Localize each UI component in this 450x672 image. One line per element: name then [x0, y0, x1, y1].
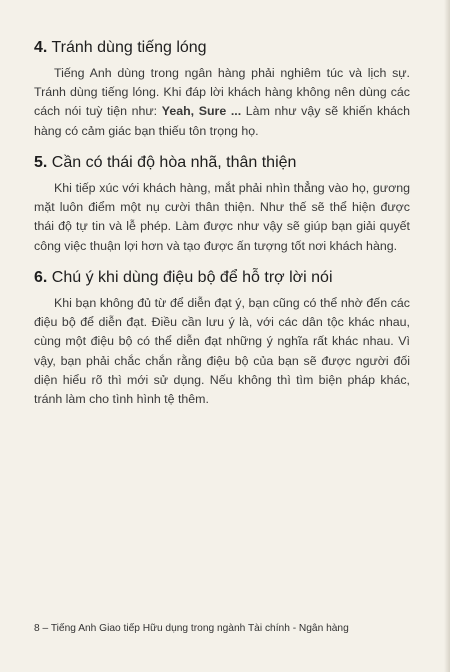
- page-footer: [34, 623, 414, 634]
- section-number: 6.: [34, 269, 48, 286]
- section-number: 5.: [34, 154, 48, 171]
- section-6: [34, 268, 410, 409]
- bold-example-text: Yeah, Sure ...: [161, 104, 242, 119]
- section-paragraph: Khi tiếp xúc với khách hàng, mắt phải nhìn thẳng vào họ, gương mặt luôn điểm một nụ cười thân thiện. Như thế sẽ thể hiện được thái độ tự tin và lễ phép. Làm được như vậy sẽ giúp bạn giải quyết công việc thuận lợi hơn và tạo được ấn tượng tốt nơi khách hàng.: [34, 181, 410, 253]
- paragraph-text-continued: Làm như vậy sẽ khiến khách hàng có cảm giác bạn thiếu tôn trọng họ.: [34, 104, 411, 138]
- section-paragraph: Khi bạn không đủ từ để diễn đạt ý, bạn cũng có thể nhờ đến các điệu bộ để diễn đạt. Điều cần lưu ý là, với các dân tộc khác nhau, cùng một điệu bộ có thể diễn đạt những ý nghĩa rất khác nhau. Vì vậy, bạn phải chắc chắn rằng điệu bộ của bạn sẽ được người đối diện hiểu rõ thì mới sử dụng. Nếu không thì tìm biện pháp khác, tránh làm cho tình hình tệ thêm.: [34, 296, 410, 407]
- section-heading: [34, 268, 410, 288]
- section-title: Cần có thái độ hòa nhã, thân thiện: [51, 154, 297, 171]
- section-title: Tránh dùng tiếng lóng: [51, 39, 207, 56]
- running-title: Tiếng Anh Giao tiếp Hữu dụng trong ngành Tài chính - Ngân hàng: [50, 623, 349, 634]
- section-5: [34, 153, 410, 256]
- page-edge-shadow: [444, 0, 450, 672]
- paragraph-text: Tiếng Anh dùng trong ngân hàng phải nghiêm túc và lịch sự. Tránh dùng tiếng lóng. Khi đáp lời khách hàng không nên dùng các cách nói tuỳ tiện như:: [34, 66, 410, 119]
- section-heading: [34, 153, 410, 173]
- section-heading: [34, 38, 410, 58]
- section-number: 4.: [34, 39, 48, 56]
- footer-separator: –: [39, 623, 51, 634]
- page-number: 8: [34, 623, 40, 634]
- section-4: [34, 38, 410, 141]
- section-title: Chú ý khi dùng điệu bộ để hỗ trợ lời nói: [51, 269, 333, 286]
- section-paragraph: [34, 64, 410, 141]
